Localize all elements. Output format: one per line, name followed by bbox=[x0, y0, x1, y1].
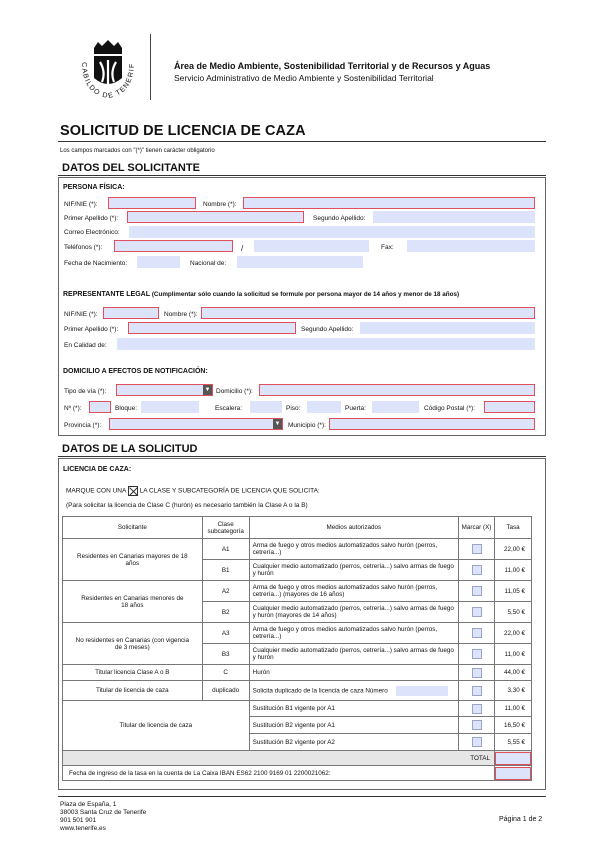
nif-field[interactable] bbox=[108, 197, 196, 209]
medios-cell: Arma de fuego y otros medios automatizados salvo hurón (perros, cetrería...) bbox=[249, 623, 458, 644]
chevron-down-icon[interactable]: ▼ bbox=[204, 387, 211, 393]
fax-field[interactable] bbox=[407, 240, 535, 252]
marcar-checkbox-s2[interactable] bbox=[472, 720, 482, 730]
total-field[interactable] bbox=[495, 752, 531, 765]
tasa-cell: 5,55 € bbox=[495, 734, 532, 751]
medios-cell: Sustitución B2 vigente por A2 bbox=[249, 734, 458, 751]
tasa-cell: 5,50 € bbox=[495, 602, 532, 623]
solicitud-heading: DATOS DE LA SOLICITUD bbox=[62, 443, 198, 455]
group-label: Residentes en Canarias mayores de 18 años bbox=[63, 539, 203, 581]
marcar-checkbox-s3[interactable] bbox=[472, 737, 482, 747]
marcar-checkbox-s1[interactable] bbox=[472, 704, 482, 714]
medios-cell: Solicita duplicado de la licencia de caza Número bbox=[252, 687, 388, 695]
footer-address-2: 38003 Santa Cruz de Tenerife bbox=[60, 809, 147, 816]
table-row bbox=[63, 701, 532, 717]
tasa-cell: 11,00 € bbox=[495, 701, 532, 717]
nombre-field[interactable] bbox=[243, 197, 535, 209]
primer-apellido-label: Primer Apellido (*): bbox=[64, 215, 119, 222]
medios-cell: Cualquier medio automatizado (perros, cetrería...) salvo armas de fuego y hurón bbox=[249, 560, 458, 581]
clase-cell: duplicado bbox=[202, 681, 249, 701]
rep-nif-label: NIF/NIE (*): bbox=[64, 311, 98, 318]
header-area: Área de Medio Ambiente, Sostenibilidad Territorial y de Recursos y Aguas bbox=[174, 61, 491, 71]
persona-fisica-heading: PERSONA FÍSICA: bbox=[63, 184, 125, 191]
rep-calidad-field[interactable] bbox=[117, 338, 535, 350]
medios-cell: Sustitución B2 vigente por A1 bbox=[249, 717, 458, 734]
footer-phone: 901 501 901 bbox=[60, 817, 97, 824]
licencias-table bbox=[62, 516, 532, 781]
telefono-separator: / bbox=[241, 244, 244, 253]
rep-nif-field[interactable] bbox=[103, 307, 159, 319]
footer-web: www.tenerife.es bbox=[60, 825, 106, 832]
marcar-checkbox-duplicado[interactable] bbox=[472, 686, 482, 696]
numero-label: Nº (*): bbox=[64, 405, 82, 412]
rep-primer-apellido-field[interactable] bbox=[128, 322, 296, 334]
marcar-checkbox-a1[interactable] bbox=[472, 544, 482, 554]
representante-note: (Cumplimentar sólo cuando la solicitud se formule por persona mayor de 14 años y menor de 18 años) bbox=[151, 291, 460, 298]
piso-label: Piso: bbox=[286, 405, 301, 412]
fecha-ingreso-field[interactable] bbox=[495, 767, 531, 780]
clase-cell: C bbox=[202, 665, 249, 681]
fecha-ingreso-label: Fecha de ingreso de la tasa en la cuenta de La Caixa IBAN ES62 2100 9169 01 2200021062: bbox=[63, 766, 495, 781]
marcar-checkbox-b2[interactable] bbox=[472, 607, 482, 617]
nacional-field[interactable] bbox=[237, 256, 363, 268]
cabildo-logo bbox=[72, 32, 144, 104]
clase-cell: B1 bbox=[202, 560, 249, 581]
medios-cell: Arma de fuego y otros medios automatizados salvo hurón (perros, cetrería...) (mayores de 16 años) bbox=[249, 581, 458, 602]
piso-field[interactable] bbox=[307, 401, 341, 413]
telefono-1-field[interactable] bbox=[114, 240, 233, 252]
marcar-checkbox-b1[interactable] bbox=[472, 565, 482, 575]
bloque-label: Bloque: bbox=[115, 405, 138, 412]
nombre-label: Nombre (*): bbox=[203, 201, 237, 208]
provincia-label: Provincia (*): bbox=[64, 422, 102, 429]
table-header-row bbox=[63, 517, 532, 539]
domicilio-label: Domicilio (*): bbox=[216, 388, 253, 395]
col-tasa: Tasa bbox=[495, 517, 532, 539]
segundo-apellido-field[interactable] bbox=[373, 211, 535, 223]
representante-heading: REPRESENTANTE LEGAL (Cumplimentar sólo cuando la solicitud se formule por persona mayor de 14 años y menor de 18 años) bbox=[63, 291, 460, 298]
group-label: No residentes en Canarias (con vigencia de 3 meses) bbox=[63, 623, 203, 665]
title-rule bbox=[58, 141, 546, 142]
rep-primer-apellido-label: Primer Apellido (*): bbox=[64, 326, 119, 333]
rep-segundo-apellido-field[interactable] bbox=[360, 322, 535, 334]
tasa-cell: 11,00 € bbox=[495, 560, 532, 581]
solicitante-heading-bar bbox=[58, 160, 546, 176]
nif-label: NIF/NIE (*): bbox=[64, 201, 98, 208]
fecha-nacimiento-field[interactable] bbox=[137, 256, 180, 268]
medios-cell: Sustitución B1 vigente por A1 bbox=[249, 701, 458, 717]
cabildo-seal-icon bbox=[72, 32, 144, 104]
rep-calidad-label: En Calidad de: bbox=[64, 342, 107, 349]
tasa-cell: 3,30 € bbox=[495, 681, 532, 701]
municipio-field[interactable] bbox=[329, 418, 535, 430]
fecha-ingreso-row bbox=[63, 766, 532, 781]
svg-text:CABILDO DE TENERIFE: CABILDO DE TENERIF bbox=[79, 62, 137, 101]
marcar-checkbox-b3[interactable] bbox=[472, 649, 482, 659]
telefono-2-field[interactable] bbox=[254, 240, 369, 252]
medios-cell: Arma de fuego y otros medios automatizados salvo hurón (perros, cetrería...) bbox=[249, 539, 458, 560]
provincia-select[interactable] bbox=[109, 418, 283, 430]
codigo-postal-field[interactable] bbox=[484, 401, 535, 413]
col-solicitante: Solicitante bbox=[63, 517, 203, 539]
tasa-cell: 22,00 € bbox=[495, 539, 532, 560]
group-label: Titular de licencia de caza bbox=[63, 681, 203, 701]
footer-rule bbox=[58, 796, 546, 797]
fax-label: Fax: bbox=[381, 244, 394, 251]
solicitante-heading: DATOS DEL SOLICITANTE bbox=[62, 162, 200, 174]
telefonos-label: Teléfonos (*): bbox=[64, 244, 103, 251]
table-row bbox=[63, 623, 532, 644]
segundo-apellido-label: Segundo Apellido: bbox=[313, 215, 366, 222]
group-label: Titular de licencia de caza bbox=[63, 701, 250, 751]
chevron-down-icon[interactable]: ▼ bbox=[274, 421, 281, 427]
escalera-label: Escalera: bbox=[215, 405, 243, 412]
fecha-nacimiento-label: Fecha de Nacimiento: bbox=[64, 260, 128, 267]
solicitud-heading-bar bbox=[58, 441, 546, 457]
rep-segundo-apellido-label: Segundo Apellido: bbox=[301, 326, 354, 333]
correo-field[interactable] bbox=[129, 226, 535, 238]
col-medios: Medios autorizados bbox=[249, 517, 458, 539]
total-label: TOTAL bbox=[63, 751, 495, 766]
domicilio-field[interactable] bbox=[259, 384, 535, 396]
col-clase: Clase subcategoría bbox=[202, 517, 249, 539]
rep-nombre-field[interactable] bbox=[201, 307, 535, 319]
header-servicio: Servicio Administrativo de Medio Ambiente y Sostenibilidad Territorial bbox=[174, 73, 434, 83]
escalera-field[interactable] bbox=[250, 401, 282, 413]
tasa-cell: 16,50 € bbox=[495, 717, 532, 734]
nacional-label: Nacional de: bbox=[190, 260, 227, 267]
table-row bbox=[63, 581, 532, 602]
footer-address-1: Plaza de España, 1 bbox=[60, 801, 117, 808]
clase-cell: A3 bbox=[202, 623, 249, 644]
tipo-via-label: Tipo de vía (*): bbox=[64, 388, 107, 395]
municipio-label: Municipio (*): bbox=[288, 422, 326, 429]
required-note: Los campos marcados con "(*)" tienen carácter obligatorio bbox=[60, 148, 215, 154]
clase-cell: B2 bbox=[202, 602, 249, 623]
clase-cell: B3 bbox=[202, 644, 249, 665]
col-marcar: Marcar (X) bbox=[459, 517, 495, 539]
primer-apellido-field[interactable] bbox=[127, 211, 304, 223]
tipo-via-select[interactable] bbox=[116, 384, 213, 396]
header-divider bbox=[150, 34, 151, 100]
total-row bbox=[63, 751, 532, 766]
medios-cell: Cualquier medio automatizado (perros, cetrería...) salvo armas de fuego y hurón bbox=[249, 644, 458, 665]
table-row bbox=[63, 665, 532, 681]
clase-cell: A2 bbox=[202, 581, 249, 602]
clase-c-note: (Para solicitar la licencia de Clase C (hurón) es necesario también la Clase A o la B) bbox=[66, 502, 308, 509]
tasa-cell: 22,00 € bbox=[495, 623, 532, 644]
duplicado-numero-field[interactable] bbox=[396, 686, 448, 696]
codigo-postal-label: Código Postal (*): bbox=[424, 405, 475, 412]
marcar-checkbox-c[interactable] bbox=[472, 668, 482, 678]
bloque-field[interactable] bbox=[141, 401, 199, 413]
puerta-label: Puerta: bbox=[345, 405, 366, 412]
x-mark-icon bbox=[128, 486, 138, 496]
tasa-cell: 11,05 € bbox=[495, 581, 532, 602]
medios-cell: Hurón bbox=[249, 665, 458, 681]
table-row bbox=[63, 681, 532, 701]
page-number: Página 1 de 2 bbox=[499, 816, 543, 823]
group-label: Residentes en Canarias menores de 18 años bbox=[63, 581, 203, 623]
marque-instruction: MARQUE CON UNA LA CLASE Y SUBCATEGORÍA DE LICENCIA QUE SOLICITA: bbox=[66, 487, 320, 495]
correo-label: Correo Electrónico: bbox=[64, 229, 120, 236]
domicilio-heading: DOMICILIO A EFECTOS DE NOTIFICACIÓN: bbox=[63, 368, 208, 375]
table-row bbox=[63, 539, 532, 560]
page-title: SOLICITUD DE LICENCIA DE CAZA bbox=[60, 123, 306, 139]
tasa-cell: 44,00 € bbox=[495, 665, 532, 681]
rep-nombre-label: Nombre (*): bbox=[164, 311, 198, 318]
group-label: Titular licencia Clase A o B bbox=[63, 665, 203, 681]
puerta-field[interactable] bbox=[372, 401, 419, 413]
marcar-checkbox-a2[interactable] bbox=[472, 586, 482, 596]
tasa-cell: 11,00 € bbox=[495, 644, 532, 665]
numero-field[interactable] bbox=[89, 401, 111, 413]
marcar-checkbox-a3[interactable] bbox=[472, 628, 482, 638]
licencia-heading: LICENCIA DE CAZA: bbox=[63, 466, 132, 473]
medios-cell: Cualquier medio automatizado (perros, cetrería...) salvo armas de fuego y hurón (mayores de 14 años) bbox=[249, 602, 458, 623]
clase-cell: A1 bbox=[202, 539, 249, 560]
